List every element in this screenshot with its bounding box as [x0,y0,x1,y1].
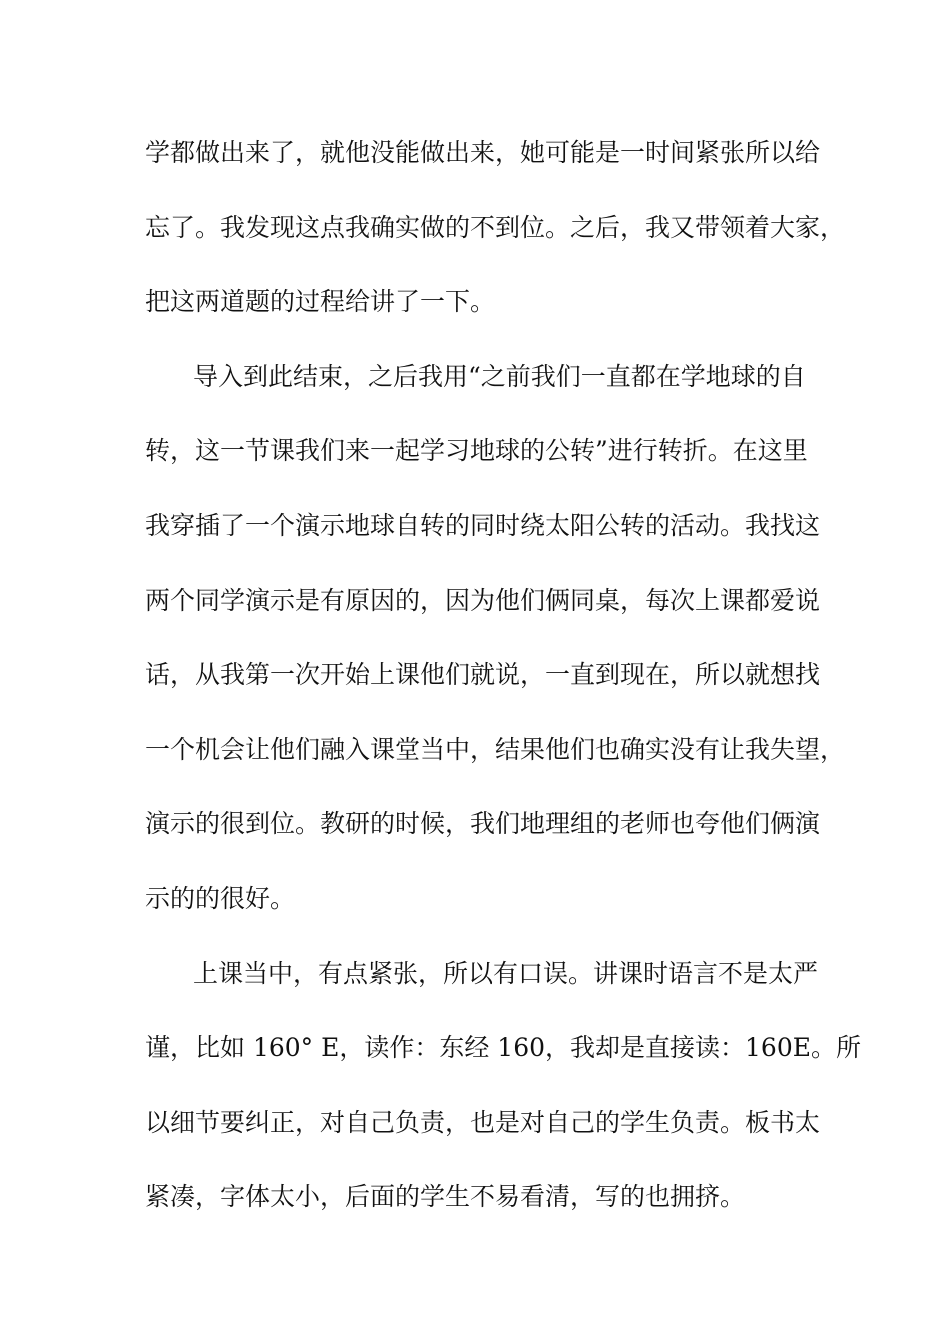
text-line: 话，从我第一次开始上课他们就说，一直到现在，所以就想找 [145,660,821,690]
paragraph-first-line: 上课当中，有点紧张，所以有口误。讲课时语言不是太严 [193,958,819,988]
text-line: 示的的很好。 [145,883,296,913]
body-text [145,131,861,1250]
text-line: 演示的很到位。教研的时候，我们地理组的老师也夸他们俩演 [145,809,821,839]
text-line: 学都做出来了，就他没能做出来，她可能是一时间紧张所以给 [145,138,821,167]
text-line: 两个同学演示是有原因的，因为他们俩同桌，每次上课都爱说 [145,585,821,615]
text-line: 一个机会让他们融入课堂当中，结果他们也确实没有让我失望， [145,734,846,764]
text-line: 把这两道题的过程给讲了一下。 [145,287,496,317]
text-line: 紧凑，字体太小，后面的学生不易看清，写的也拥挤。 [145,1182,746,1212]
text-line: 以细节要纠正，对自己负责，也是对自己的学生负责。板书太 [145,1107,821,1137]
text-line: 谨，比如 160° E，读作：东经 160，我却是直接读：160E。所 [145,1033,861,1063]
text-line: 转，这一节课我们来一起学习地球的公转”进行转折。在这里 [145,436,808,466]
text-line: 忘了。我发现这点我确实做的不到位。之后，我又带领着大家， [145,212,846,242]
paragraph-first-line: 导入到此结束，之后我用“之前我们一直都在学地球的自 [193,361,806,391]
text-line: 我穿插了一个演示地球自转的同时绕太阳公转的活动。我找这 [145,510,821,540]
